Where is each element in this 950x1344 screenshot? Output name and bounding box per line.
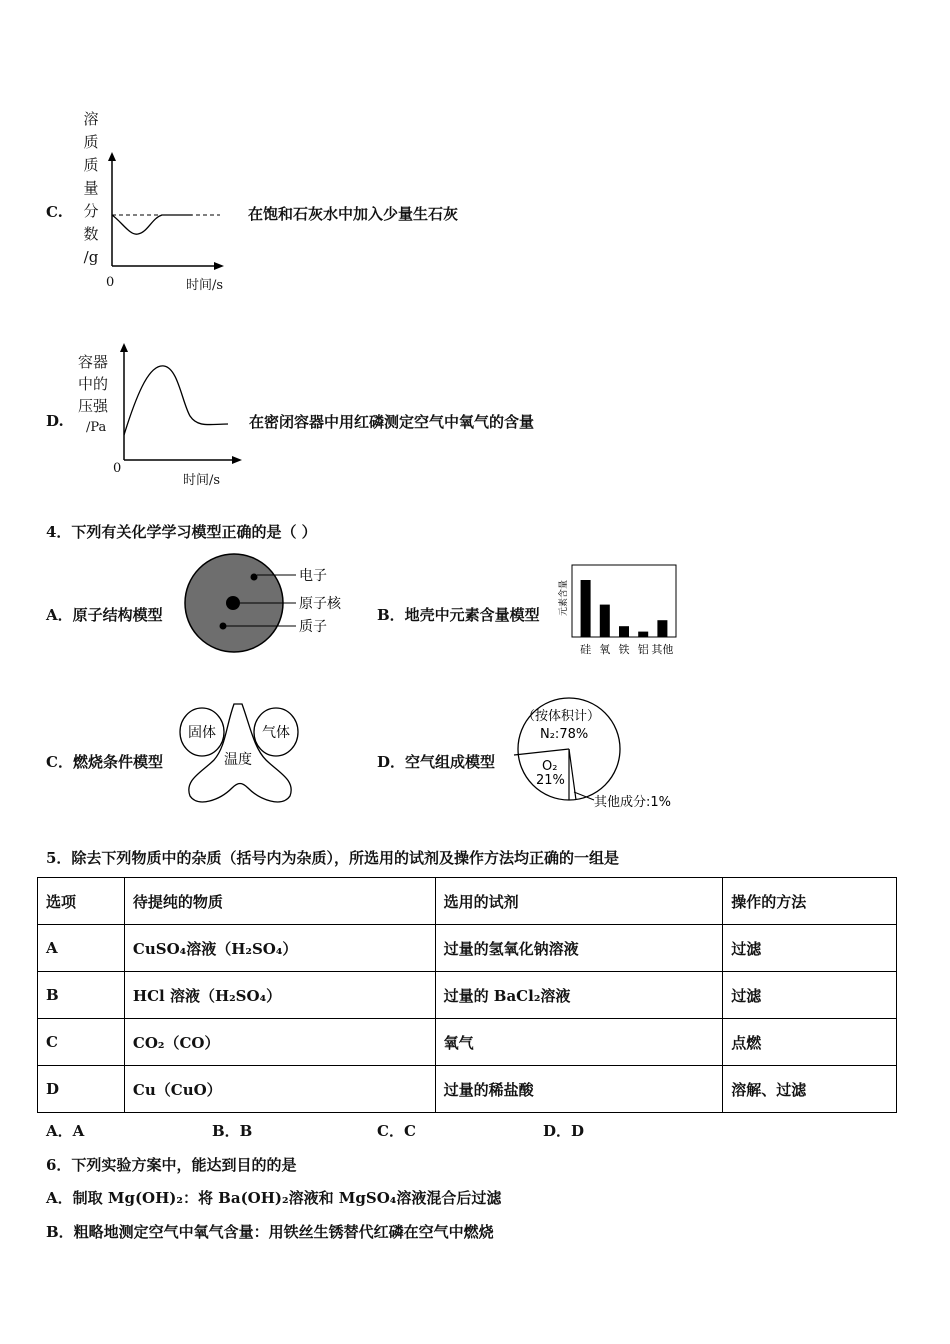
crust-element-bar-chart — [558, 562, 682, 658]
chart-c-ylabel-char: 质 — [83, 156, 99, 174]
q6-option-b: B．粗略地测定空气中氧气含量：用铁丝生锈替代红磷在空气中燃烧 — [46, 1223, 494, 1241]
table-cell: D — [38, 1066, 125, 1113]
table-cell: 过量的氢氧化钠溶液 — [435, 925, 723, 972]
q5-answer-a: A．A — [46, 1122, 85, 1140]
q4-option-a-label: A．原子结构模型 — [46, 606, 163, 624]
table-cell: Cu（CuO） — [124, 1066, 435, 1113]
pie-label: 21% — [536, 773, 565, 788]
option-c-text: 在饱和石灰水中加入少量生石灰 — [248, 205, 459, 223]
condition-label: 气体 — [262, 725, 290, 741]
chart-c-ylabel-char: 质 — [83, 133, 99, 151]
crust-tick-label: 铁 — [618, 643, 630, 656]
crust-bar-5 — [657, 620, 667, 637]
table-cell: HCl 溶液（H₂SO₄） — [124, 972, 435, 1019]
combustion-condition-diagram — [176, 700, 306, 810]
chart-c-xlabel: 时间/s — [186, 278, 224, 293]
crust-tick-label: 其他 — [651, 643, 674, 656]
table-cell: CuSO₄溶液（H₂SO₄） — [124, 925, 435, 972]
option-d-letter: D. — [46, 412, 64, 430]
table-header-cell: 选用的试剂 — [435, 878, 723, 925]
table-header-cell: 待提纯的物质 — [124, 878, 435, 925]
crust-tick-label: 氧 — [599, 643, 611, 656]
chart-c-ylabel-char: 溶 — [83, 110, 99, 128]
x-axis-arrow — [232, 456, 242, 464]
question-4-stem: 4．下列有关化学学习模型正确的是（ ） — [46, 523, 317, 541]
table-cell: 溶解、过滤 — [723, 1066, 897, 1113]
table-cell: 点燃 — [723, 1019, 897, 1066]
atom-label: 质子 — [299, 619, 327, 635]
table-row — [38, 925, 897, 972]
crust-bar-2 — [600, 605, 610, 637]
condition-label: 温度 — [224, 752, 252, 768]
crust-tick-label: 铝 — [637, 643, 649, 656]
pie-label: N₂:78% — [540, 727, 589, 742]
atom-label: 原子核 — [299, 596, 341, 612]
x-axis-arrow — [214, 262, 224, 270]
table-cell: 过量的稀盐酸 — [435, 1066, 723, 1113]
air-composition-pie — [506, 696, 706, 816]
q5-answer-d: D．D — [543, 1122, 585, 1140]
chart-c-ylabel-char: 数 — [83, 225, 99, 243]
crust-chart-ylabel: 元素含量 — [559, 579, 569, 617]
pressure-curve — [124, 366, 228, 435]
question-5-stem: 5．除去下列物质中的杂质（括号内为杂质），所选用的试剂及操作方法均正确的一组是 — [46, 849, 619, 867]
option-d-text: 在密闭容器中用红磷测定空气中氧气的含量 — [249, 413, 535, 431]
q4-option-d-label: D．空气组成模型 — [377, 753, 496, 771]
crust-bar-4 — [638, 632, 648, 637]
table-row — [38, 1019, 897, 1066]
chart-d-ylabel-line: 压强 — [78, 397, 109, 415]
chart-c-origin: 0 — [106, 275, 115, 290]
question-6-stem: 6．下列实验方案中，能达到目的的是 — [46, 1156, 297, 1174]
table-header-cell: 操作的方法 — [723, 878, 897, 925]
chart-c-ylabel — [80, 108, 102, 269]
pie-label: 其他成分:1% — [594, 795, 672, 810]
q5-answer-b: B．B — [212, 1122, 253, 1140]
option-c-letter: C. — [46, 203, 63, 221]
crust-tick-label: 硅 — [580, 643, 592, 656]
table-cell: A — [38, 925, 125, 972]
q6-option-a: A．制取 Mg(OH)₂：将 Ba(OH)₂溶液和 MgSO₄溶液混合后过滤 — [46, 1189, 502, 1207]
impurity-removal-table — [37, 877, 897, 1113]
solubility-curve-graph — [104, 150, 234, 275]
table-cell: 过量的 BaCl₂溶液 — [435, 972, 723, 1019]
table-row — [38, 1066, 897, 1113]
chart-c-ylabel-char: 量 — [83, 179, 99, 197]
table-cell: C — [38, 1019, 125, 1066]
pressure-curve-graph — [116, 340, 246, 465]
table-row — [38, 972, 897, 1019]
chart-d-ylabel-line: /Pa — [86, 420, 107, 435]
table-cell: 氧气 — [435, 1019, 723, 1066]
pie-label: （按体积计） — [522, 709, 601, 724]
table-cell: B — [38, 972, 125, 1019]
q4-option-b-label: B．地壳中元素含量模型 — [377, 606, 540, 624]
atom-label: 电子 — [299, 568, 327, 584]
chart-d-ylabel-line: 中的 — [78, 375, 109, 393]
electron-dot — [251, 574, 258, 581]
crust-bar-3 — [619, 626, 629, 637]
table-header-row — [38, 878, 897, 925]
atom-structure-diagram — [182, 553, 362, 658]
q5-answer-c: C．C — [377, 1122, 416, 1140]
pie-label: O₂ — [542, 759, 558, 774]
y-axis-arrow — [120, 343, 128, 352]
y-axis-arrow — [108, 152, 116, 161]
chart-c-ylabel-char: /g — [83, 248, 99, 266]
table-cell: CO₂（CO） — [124, 1019, 435, 1066]
chart-c-ylabel-char: 分 — [83, 202, 99, 220]
table-cell: 过滤 — [723, 925, 897, 972]
condition-label: 固体 — [188, 725, 216, 741]
chart-d-ylabel-line: 容器 — [78, 353, 109, 371]
concentration-curve — [112, 215, 192, 234]
table-header-cell: 选项 — [38, 878, 125, 925]
chart-d-ylabel — [78, 351, 118, 439]
crust-bar-1 — [581, 580, 591, 637]
nucleus-dot — [226, 596, 240, 610]
chart-d-origin: 0 — [113, 461, 122, 476]
q4-option-c-label: C．燃烧条件模型 — [46, 753, 163, 771]
chart-d-xlabel: 时间/s — [183, 473, 221, 488]
proton-dot — [220, 623, 227, 630]
table-cell: 过滤 — [723, 972, 897, 1019]
